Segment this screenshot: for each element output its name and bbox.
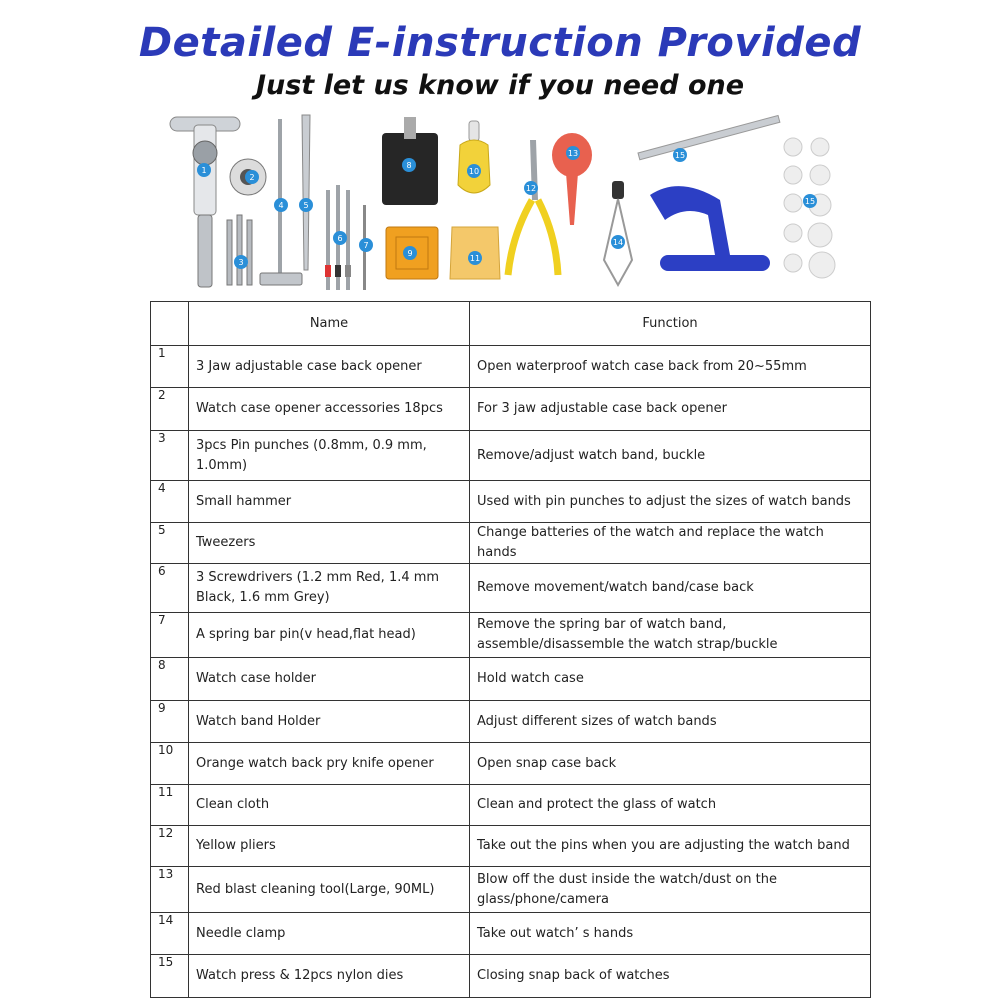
tool-name: Watch band Holder: [189, 701, 470, 743]
row-number: 5: [151, 523, 189, 564]
column-header-number: [151, 302, 189, 346]
column-header-name: Name: [189, 302, 470, 346]
tool-name: Clean cloth: [189, 785, 470, 826]
row-number: 2: [151, 388, 189, 431]
badge-label: 2: [249, 173, 255, 182]
needle-clamp-icon: [604, 181, 632, 285]
table-header-row: [151, 302, 871, 346]
badge-label: 4: [278, 201, 284, 210]
tool-name: A spring bar pin(v head,flat head): [189, 613, 470, 658]
tool-function: Remove the spring bar of watch band, assemble/disassemble the watch strap/buckle: [470, 613, 871, 658]
badge-label: 8: [406, 161, 412, 170]
tool-name: Yellow pliers: [189, 826, 470, 867]
table-row: [151, 346, 871, 388]
table-row: [151, 431, 871, 481]
tool-name: Needle clamp: [189, 913, 470, 955]
badge-label: 13: [567, 149, 579, 158]
tool-name: Watch press & 12pcs nylon dies: [189, 955, 470, 998]
column-header-function: Function: [470, 302, 871, 346]
row-number: 6: [151, 564, 189, 613]
table-row: [151, 785, 871, 826]
table-row: [151, 826, 871, 867]
tools-illustration: [160, 105, 850, 295]
tool-function: Change batteries of the watch and replace the watch hands: [470, 523, 871, 564]
table-row: [151, 701, 871, 743]
badge-label: 3: [238, 258, 244, 267]
tool-function: Remove movement/watch band/case back: [470, 564, 871, 613]
table-row: [151, 658, 871, 701]
page-subtitle: Just let us know if you need one: [255, 70, 745, 101]
badge-label: 9: [407, 249, 413, 258]
badge-label: 15: [804, 197, 816, 206]
row-number: 15: [151, 955, 189, 998]
badge-label: 12: [525, 184, 537, 193]
row-number: 9: [151, 701, 189, 743]
tool-function: For 3 jaw adjustable case back opener: [470, 388, 871, 431]
table-row: [151, 388, 871, 431]
tool-function: Take out watch’ s hands: [470, 913, 871, 955]
row-number: 11: [151, 785, 189, 826]
nylon-dies-icon: [784, 138, 835, 278]
badge-label: 5: [303, 201, 309, 210]
table-row: [151, 564, 871, 613]
tool-function: Hold watch case: [470, 658, 871, 701]
tool-function: Take out the pins when you are adjusting the watch band: [470, 826, 871, 867]
row-number: 13: [151, 867, 189, 913]
tool-name: Tweezers: [189, 523, 470, 564]
badge-label: 7: [363, 241, 369, 250]
tool-function: Open waterproof watch case back from 20~55mm: [470, 346, 871, 388]
watch-press-icon: [638, 115, 780, 271]
tool-name: 3 Jaw adjustable case back opener: [189, 346, 470, 388]
row-number: 12: [151, 826, 189, 867]
badge-label: 6: [337, 234, 343, 243]
row-number: 4: [151, 481, 189, 523]
tool-function: Remove/adjust watch band, buckle: [470, 431, 871, 481]
tool-name: Red blast cleaning tool(Large, 90ML): [189, 867, 470, 913]
badge-label: 11: [469, 254, 481, 263]
tool-name: Watch case opener accessories 18pcs: [189, 388, 470, 431]
table-row: [151, 523, 871, 564]
tool-function: Closing snap back of watches: [470, 955, 871, 998]
pin-punches-icon: [227, 215, 252, 285]
row-number: 1: [151, 346, 189, 388]
row-number: 14: [151, 913, 189, 955]
tool-function: Blow off the dust inside the watch/dust on the glass/phone/camera: [470, 867, 871, 913]
badge-label: 15: [674, 151, 686, 160]
table-row: [151, 481, 871, 523]
badge-label: 1: [201, 166, 207, 175]
tweezers-icon: [302, 115, 310, 270]
tool-name: Small hammer: [189, 481, 470, 523]
table-row: [151, 613, 871, 658]
tool-function: Open snap case back: [470, 743, 871, 785]
pliers-icon: [508, 140, 558, 275]
row-number: 3: [151, 431, 189, 481]
pry-knife-icon: [458, 121, 490, 193]
tool-function: Used with pin punches to adjust the sizes of watch bands: [470, 481, 871, 523]
table-row: [151, 867, 871, 913]
row-number: 7: [151, 613, 189, 658]
tool-name: Orange watch back pry knife opener: [189, 743, 470, 785]
row-number: 10: [151, 743, 189, 785]
page-title: Detailed E-instruction Provided: [138, 20, 862, 66]
row-number: 8: [151, 658, 189, 701]
tool-list-table: [150, 301, 871, 998]
table-row: [151, 743, 871, 785]
table-row: [151, 955, 871, 998]
tool-name: Watch case holder: [189, 658, 470, 701]
tool-function: Adjust different sizes of watch bands: [470, 701, 871, 743]
badge-label: 14: [612, 238, 624, 247]
badge-label: 10: [468, 167, 480, 176]
tool-name: 3 Screwdrivers (1.2 mm Red, 1.4 mm Black, 1.6 mm Grey): [189, 564, 470, 613]
table-row: [151, 913, 871, 955]
tool-name: 3pcs Pin punches (0.8mm, 0.9 mm, 1.0mm): [189, 431, 470, 481]
tool-function: Clean and protect the glass of watch: [470, 785, 871, 826]
